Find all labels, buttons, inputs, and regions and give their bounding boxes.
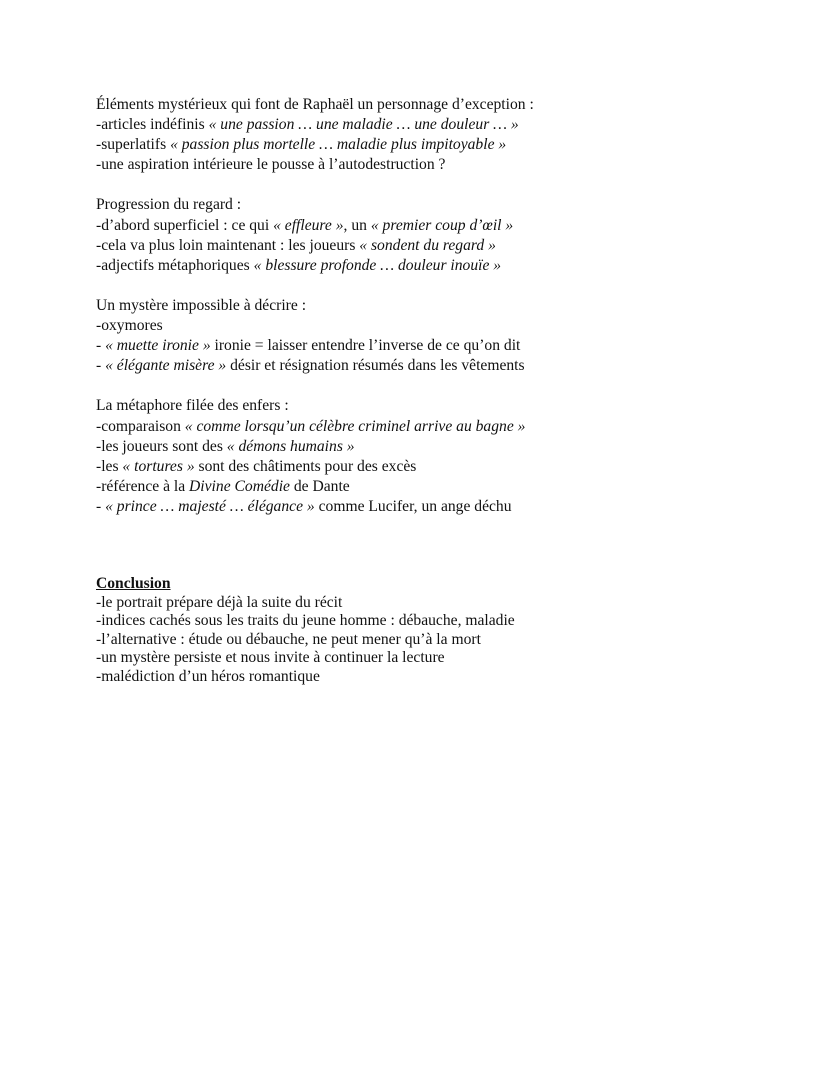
item-text: -articles indéfinis [96,116,209,134]
list-item: -malédiction d’un héros romantique [96,667,320,685]
item-text: -une aspiration intérieure le pousse à l’autodestruction ? [96,156,446,174]
item-quote: « blessure profonde … douleur inouïe » [253,256,502,274]
item-quote: « démons humains » [226,437,355,455]
section-heading: Un mystère impossible à décrire : [96,296,307,314]
item-text: -les [96,457,123,475]
item-quote: « tortures » [122,457,195,475]
list-item [96,135,796,155]
item-text: - [96,497,106,515]
section-metaphore-enfers [96,396,796,517]
section-heading: La métaphore filée des enfers : [96,397,289,415]
list-item [96,115,796,135]
item-quote: « sondent du regard » [359,236,496,254]
section-progression-regard [96,195,796,275]
list-item: -un mystère persiste et nous invite à continuer la lecture [96,649,445,667]
item-quote: « comme lorsqu’un célèbre criminel arrive au bagne » [184,417,526,435]
item-text: sont des châtiments pour des excès [194,457,417,475]
section-conclusion [96,575,515,687]
list-item [96,216,796,236]
list-item [96,417,796,437]
section-elements-mysterieux [96,95,796,175]
conclusion-title: Conclusion [96,575,171,592]
list-item [96,497,796,517]
item-quote: « élégante misère » [105,357,227,375]
item-text: - [96,337,106,355]
item-text: ironie = laisser entendre l’inverse de ce qu’on dit [210,337,521,355]
list-item [96,356,796,376]
item-quote: « premier coup d’œil » [370,216,514,234]
list-item [96,457,796,477]
list-item [96,155,796,175]
list-item: -le portrait prépare déjà la suite du récit [96,593,343,611]
item-text: , un [343,216,371,234]
item-quote: « muette ironie » [105,337,211,355]
item-text: -superlatifs [96,136,171,154]
item-text: -d’abord superficiel : ce qui [96,216,274,234]
list-item: -indices cachés sous les traits du jeune homme : débauche, maladie [96,612,515,630]
item-text: comme Lucifer, un ange déchu [314,497,512,515]
item-quote: « prince … majesté … élégance » [105,497,315,515]
item-title-italic: Divine Comédie [189,477,290,495]
item-text: de Dante [289,477,350,495]
list-item [96,256,796,276]
item-quote: « passion plus mortelle … maladie plus impitoyable » [170,136,507,154]
item-text: désir et résignation résumés dans les vêtements [226,357,525,375]
item-text: -oxymores [96,317,163,335]
list-item [96,316,796,336]
item-text: -les joueurs sont des [96,437,227,455]
list-item [96,336,796,356]
list-item [96,236,796,256]
item-text: -adjectifs métaphoriques [96,256,254,274]
section-heading: Progression du regard : [96,196,242,214]
list-item: -l’alternative : étude ou débauche, ne peut mener qu’à la mort [96,630,481,648]
item-text: - [96,357,106,375]
item-quote: « effleure » [273,216,344,234]
document-page [96,95,796,537]
item-text: -cela va plus loin maintenant : les joueurs [96,236,360,254]
list-item [96,477,796,497]
item-text: -référence à la [96,477,190,495]
section-heading: Éléments mystérieux qui font de Raphaël un personnage d’exception : [96,96,534,113]
list-item [96,437,796,457]
item-text: -comparaison [96,417,185,435]
section-mystere-impossible [96,296,796,376]
item-quote: « une passion … une maladie … une douleur … » [208,116,519,134]
